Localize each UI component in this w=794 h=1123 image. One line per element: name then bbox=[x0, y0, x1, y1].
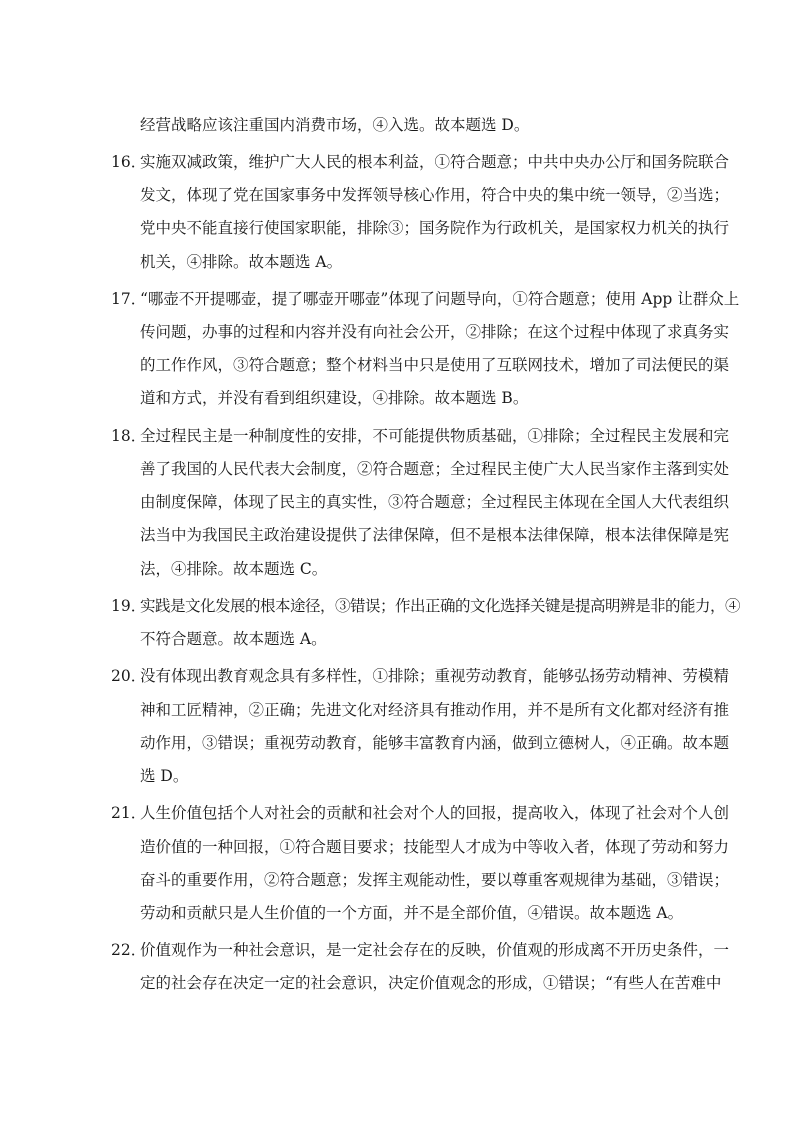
item-22-line: 定的社会存在决定一定的社会意识，决定价值观念的形成，①错误；“有些人在苦难中 bbox=[140, 974, 722, 992]
item-20-line: 动作用，③错误；重视劳动教育，能够丰富教育内涵，做到立德树人，④正确。故本题 bbox=[140, 734, 730, 752]
item-16-line: 实施双减政策，维护广大人民的根本利益，①符合题意；中共中央办公厅和国务院联合 bbox=[140, 153, 730, 171]
intro-line: 经营战略应该注重国内消费市场，④入选。故本题选 D。 bbox=[140, 116, 530, 134]
item-18-line: 法当中为我国民主政治建设提供了法律保障，但不是根本法律保障，根本法律保障是宪 bbox=[140, 526, 730, 544]
item-17-line: 传问题，办事的过程和内容并没有向社会公开，②排除；在这个过程中体现了求真务实 bbox=[140, 323, 730, 341]
item-20-line: 神和工匠精神，②正确；先进文化对经济具有推动作用，并不是所有文化都对经济有推 bbox=[140, 701, 730, 719]
item-16-line: 机关，④排除。故本题选 A。 bbox=[140, 253, 343, 271]
item-22-line: 价值观作为一种社会意识，是一定社会存在的反映，价值观的形成离不开历史条件，一 bbox=[140, 941, 730, 959]
item-number-21: 21． bbox=[111, 804, 147, 822]
item-21-line: 奋斗的重要作用，②符合题意；发挥主观能动性，要以尊重客观规律为基础，③错误； bbox=[140, 871, 730, 889]
item-16-line: 党中央不能直接行使国家职能，排除③；国务院作为行政机关，是国家权力机关的执行 bbox=[140, 219, 730, 237]
item-19-line: 实践是文化发展的根本途径，③错误；作出正确的文化选择关键是提高明辨是非的能力，④ bbox=[140, 597, 741, 615]
item-number-17: 17． bbox=[111, 290, 147, 308]
item-number-20: 20． bbox=[111, 667, 147, 685]
item-21-line: 人生价值包括个人对社会的贡献和社会对个人的回报，提高收入，体现了社会对个人创 bbox=[140, 804, 730, 822]
item-17-line: 的工作作风，③符合题意；整个材料当中只是使用了互联网技术，增加了司法便民的渠 bbox=[140, 356, 730, 374]
item-18-line: 全过程民主是一种制度性的安排，不可能提供物质基础，①排除；全过程民主发展和完 bbox=[140, 427, 730, 445]
item-number-18: 18． bbox=[111, 427, 147, 445]
item-16-line: 发文，体现了党在国家事务中发挥领导核心作用，符合中央的集中统一领导，②当选； bbox=[140, 186, 730, 204]
item-19-line: 不符合题意。故本题选 A。 bbox=[140, 630, 327, 648]
item-number-19: 19． bbox=[111, 597, 147, 615]
item-number-22: 22． bbox=[111, 941, 147, 959]
item-21-line: 劳动和贡献只是人生价值的一个方面，并不是全部价值，④错误。故本题选 A。 bbox=[140, 904, 684, 922]
item-number-16: 16． bbox=[111, 153, 147, 171]
item-18-line: 善了我国的人民代表大会制度，②符合题意；全过程民主使广大人民当家作主落到实处 bbox=[140, 460, 730, 478]
item-17-line: 道和方式，并没有看到组织建设，④排除。故本题选 B。 bbox=[140, 389, 529, 407]
item-18-line: 由制度保障，体现了民主的真实性，③符合题意；全过程民主体现在全国人大代表组织 bbox=[140, 493, 730, 511]
item-20-line: 选 D。 bbox=[140, 767, 189, 785]
item-21-line: 造价值的一种回报，①符合题目要求；技能型人才成为中等收入者，体现了劳动和努力 bbox=[140, 838, 730, 856]
item-20-line: 没有体现出教育观念具有多样性，①排除；重视劳动教育，能够弘扬劳动精神、劳模精 bbox=[140, 667, 730, 685]
item-18-line: 法，④排除。故本题选 C。 bbox=[140, 560, 328, 578]
item-17-line: “哪壶不开提哪壶，提了哪壶开哪壶”体现了问题导向，①符合题意；使用 App 让群众上 bbox=[140, 290, 740, 308]
